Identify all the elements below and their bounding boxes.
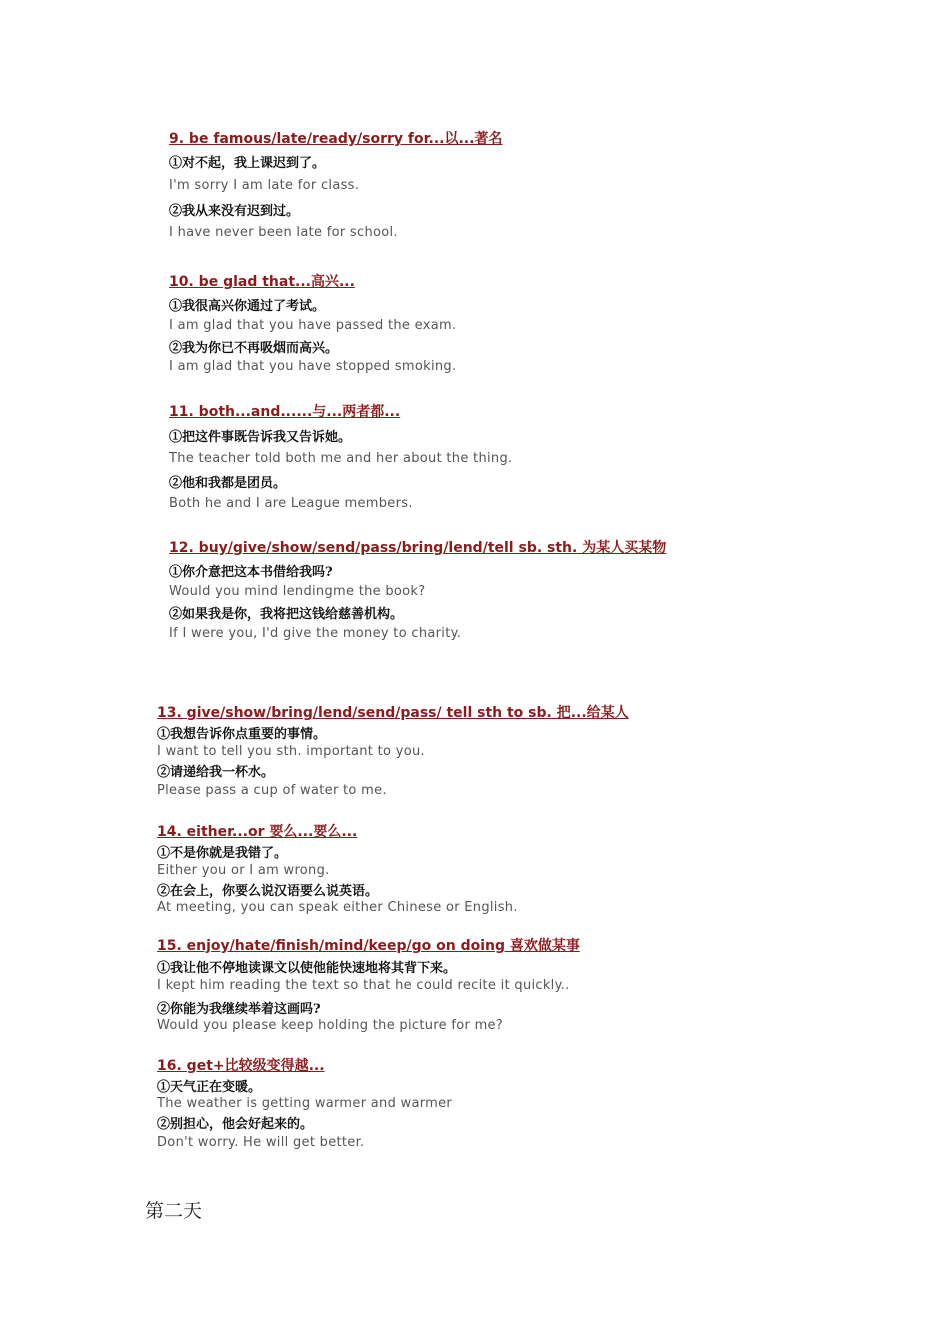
chinese-sentence: ①我很高兴你通过了考试。 xyxy=(169,299,326,314)
section-heading: 16. get+比较级变得越... xyxy=(157,1058,325,1074)
english-sentence: I am glad that you have stopped smoking. xyxy=(169,359,457,374)
chinese-sentence: ②请递给我一杯水。 xyxy=(157,765,275,780)
english-sentence: I'm sorry I am late for class. xyxy=(169,178,360,193)
english-sentence: Would you please keep holding the picture for me? xyxy=(157,1018,504,1033)
chinese-sentence: ①我想告诉你点重要的事情。 xyxy=(157,727,327,742)
english-sentence: The teacher told both me and her about the thing. xyxy=(169,451,513,466)
english-sentence: The weather is getting warmer and warmer xyxy=(157,1096,453,1111)
section-9 xyxy=(169,128,503,240)
chinese-sentence: ①你介意把这本书借给我吗? xyxy=(169,565,333,580)
section-11 xyxy=(169,401,513,511)
chinese-sentence: ②你能为我继续举着这画吗? xyxy=(157,1002,321,1017)
english-sentence: Don't worry. He will get better. xyxy=(157,1135,365,1150)
english-sentence: I want to tell you sth. important to you. xyxy=(157,744,425,759)
section-heading: 10. be glad that...高兴... xyxy=(169,274,355,290)
section-heading: 9. be famous/late/ready/sorry for...以...著名 xyxy=(169,131,503,147)
section-heading: 12. buy/give/show/send/pass/bring/lend/tell sb. sth. 为某人买某物 xyxy=(169,540,667,556)
chinese-sentence: ②在会上，你要么说汉语要么说英语。 xyxy=(157,884,379,899)
section-16 xyxy=(157,1055,453,1150)
english-sentence: I have never been late for school. xyxy=(169,225,398,240)
chinese-sentence: ②我从来没有迟到过。 xyxy=(169,204,300,219)
english-sentence: I kept him reading the text so that he could recite it quickly.. xyxy=(157,978,570,993)
english-sentence: I am glad that you have passed the exam. xyxy=(169,318,457,333)
english-sentence: If I were you, I'd give the money to charity. xyxy=(169,626,462,641)
chinese-sentence: ②别担心，他会好起来的。 xyxy=(157,1117,314,1132)
section-heading: 11. both...and......与...两者都... xyxy=(169,404,401,420)
chinese-sentence: ②我为你已不再吸烟而高兴。 xyxy=(169,341,339,356)
section-13 xyxy=(157,702,629,798)
section-heading: 14. either...or 要么...要么... xyxy=(157,824,358,840)
chinese-sentence: ②如果我是你，我将把这钱给慈善机构。 xyxy=(169,607,404,622)
english-sentence: Either you or I am wrong. xyxy=(157,863,330,878)
chinese-sentence: ②他和我都是团员。 xyxy=(169,476,287,491)
chinese-sentence: ①我让他不停地读课文以使他能快速地将其背下来。 xyxy=(157,961,457,976)
chinese-sentence: ①天气正在变暖。 xyxy=(157,1080,262,1095)
english-sentence: Would you mind lendingme the book? xyxy=(169,584,426,599)
chinese-sentence: ①把这件事既告诉我又告诉她。 xyxy=(169,430,352,445)
english-sentence: Both he and I are League members. xyxy=(169,496,413,511)
english-sentence: Please pass a cup of water to me. xyxy=(157,783,387,798)
english-sentence: At meeting, you can speak either Chinese or English. xyxy=(157,900,518,915)
section-10 xyxy=(169,271,457,374)
chinese-sentence: ①对不起，我上课迟到了。 xyxy=(169,156,326,171)
section-14 xyxy=(157,821,518,915)
chinese-sentence: ①不是你就是我错了。 xyxy=(157,846,288,861)
section-heading: 13. give/show/bring/lend/send/pass/ tell sth to sb. 把...给某人 xyxy=(157,705,629,721)
section-12 xyxy=(169,537,667,641)
day-label: 第二天 xyxy=(145,1200,203,1222)
section-heading: 15. enjoy/hate/finish/mind/keep/go on doing 喜欢做某事 xyxy=(157,938,580,954)
section-15 xyxy=(157,935,580,1033)
